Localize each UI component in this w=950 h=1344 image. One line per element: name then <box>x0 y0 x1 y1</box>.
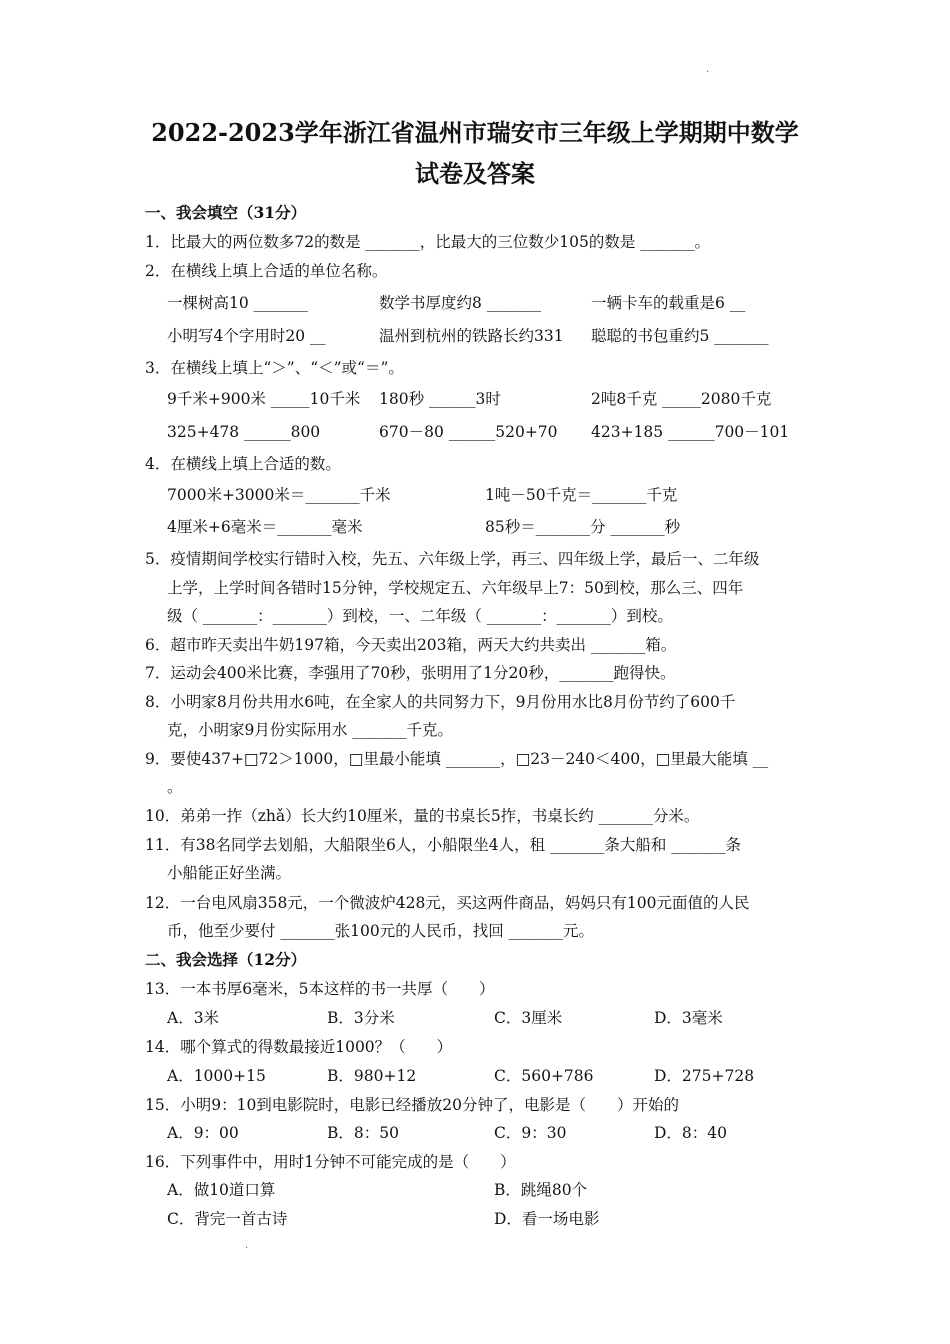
option-d: D．275+728 <box>654 1067 755 1085</box>
question-14-options <box>167 1065 754 1087</box>
question-12-line-1: 12．一台电风扇358元，一个微波炉428元，买这两件商品，妈妈只有100元面值的人民 <box>145 894 750 912</box>
page-title <box>100 112 850 194</box>
section-2-heading: 二、我会选择（12分） <box>145 950 307 969</box>
title-line-2: 试卷及答案 <box>415 159 535 188</box>
option-d: D．看一场电影 <box>494 1210 600 1228</box>
question-3-row-2 <box>167 421 789 443</box>
question-2-item: 一辆卡车的载重是6 __ <box>591 294 746 312</box>
question-3-item: 9千米+900米 _____10千米 <box>167 390 361 408</box>
option-a: A．1000+15 <box>167 1067 266 1085</box>
option-c: C．3厘米 <box>494 1009 563 1027</box>
option-c: C．背完一首古诗 <box>167 1210 288 1228</box>
question-5-line-1: 5．疫情期间学校实行错时入校，先五、六年级上学，再三、四年级上学，最后一、二年级 <box>145 550 760 568</box>
question-12-line-2: 币，他至少要付 _______张100元的人民币，找回 _______元。 <box>167 922 594 940</box>
question-15-options <box>167 1122 727 1144</box>
option-b: B．980+12 <box>327 1067 417 1085</box>
question-3-item: 670－80 ______520+70 <box>379 423 558 441</box>
option-a: A．3米 <box>167 1009 220 1027</box>
question-3: 3．在横线上填上“＞”、“＜”或“＝”。 <box>145 359 404 377</box>
question-14: 14．哪个算式的得数最接近1000？（ ） <box>145 1038 453 1056</box>
section-1-heading: 一、我会填空（31分） <box>145 203 307 222</box>
title-line-1: 2022-2023学年浙江省温州市瑞安市三年级上学期期中数学 <box>151 118 799 147</box>
question-3-item: 423+185 ______700－101 <box>591 423 790 441</box>
question-4-row-2 <box>167 516 680 538</box>
question-3-item: 2吨8千克 _____2080千克 <box>591 390 772 408</box>
question-2: 2．在横线上填上合适的单位名称。 <box>145 262 388 280</box>
question-2-item: 温州到杭州的铁路长约331 <box>379 327 564 345</box>
question-11-line-1: 11．有38名同学去划船，大船限坐6人，小船限坐4人，租 _______条大船和 _______条 <box>145 836 742 854</box>
question-4-item: 85秒＝_______分 _______秒 <box>485 518 681 536</box>
question-3-item: 180秒 ______3时 <box>379 390 501 408</box>
question-9-line-1: 9．要使437+□72＞1000，□里最小能填 _______，□23－240＜400，□里最大能填 __ <box>145 750 769 768</box>
question-4-item: 4厘米+6毫米＝_______毫米 <box>167 518 363 536</box>
question-1: 1．比最大的两位数多72的数是 _______，比最大的三位数少105的数是 _______。 <box>145 233 711 251</box>
option-c: C．560+786 <box>494 1067 594 1085</box>
question-16-options-row-2 <box>167 1208 599 1230</box>
question-7: 7．运动会400米比赛，李强用了70秒，张明用了1分20秒，_______跑得快。 <box>145 664 676 682</box>
option-b: B．跳绳80个 <box>494 1181 588 1199</box>
question-16: 16．下列事件中，用时1分钟不可能完成的是（ ） <box>145 1153 516 1171</box>
option-a: A．9：00 <box>167 1124 239 1142</box>
option-b: B．8：50 <box>327 1124 399 1142</box>
question-5-line-3: 级（ _______：_______）到校，一、二年级（ _______：_______）到校。 <box>167 607 673 625</box>
question-10: 10．弟弟一拃（zhǎ）长大约10厘米，量的书桌长5拃，书桌长约 _______分米。 <box>145 807 700 825</box>
question-2-item: 一棵树高10 _______ <box>167 294 308 312</box>
question-4-row-1 <box>167 484 677 506</box>
question-3-item: 325+478 ______800 <box>167 423 321 441</box>
question-16-options-row-1 <box>167 1179 587 1201</box>
option-a: A．做10道口算 <box>167 1181 276 1199</box>
question-4: 4．在横线上填上合适的数。 <box>145 455 341 473</box>
question-9-line-2: 。 <box>167 778 183 796</box>
question-2-item: 聪聪的书包重约5 _______ <box>591 327 769 345</box>
question-4-item: 1吨－50千克＝_______千克 <box>485 486 678 504</box>
question-11-line-2: 小船能正好坐满。 <box>167 864 292 882</box>
question-2-item: 小明写4个字用时20 __ <box>167 327 326 345</box>
question-6: 6．超市昨天卖出牛奶197箱，今天卖出203箱，两天大约共卖出 _______箱。 <box>145 636 677 654</box>
option-d: D．8：40 <box>654 1124 728 1142</box>
question-13: 13．一本书厚6毫米，5本这样的书一共厚（ ） <box>145 980 495 998</box>
question-2-item: 数学书厚度约8 _______ <box>379 294 542 312</box>
header-dot: . <box>706 64 710 75</box>
option-d: D．3毫米 <box>654 1009 723 1027</box>
question-15: 15．小明9：10到电影院时，电影已经播放20分钟了，电影是（ ）开始的 <box>145 1096 680 1114</box>
question-8-line-1: 8．小明家8月份共用水6吨，在全家人的共同努力下，9月份用水比8月份节约了600千 <box>145 693 736 711</box>
footer-dot: . <box>245 1240 249 1251</box>
question-13-options <box>167 1007 723 1029</box>
question-8-line-2: 克，小明家9月份实际用水 _______千克。 <box>167 721 454 739</box>
option-c: C．9：30 <box>494 1124 567 1142</box>
question-5-line-2: 上学，上学时间各错时15分钟，学校规定五、六年级早上7：50到校，那么三、四年 <box>167 579 744 597</box>
question-3-row-1 <box>167 388 771 410</box>
question-2-row-1 <box>167 292 745 314</box>
question-4-item: 7000米+3000米＝_______千米 <box>167 486 391 504</box>
option-b: B．3分米 <box>327 1009 395 1027</box>
question-2-row-2 <box>167 325 769 347</box>
